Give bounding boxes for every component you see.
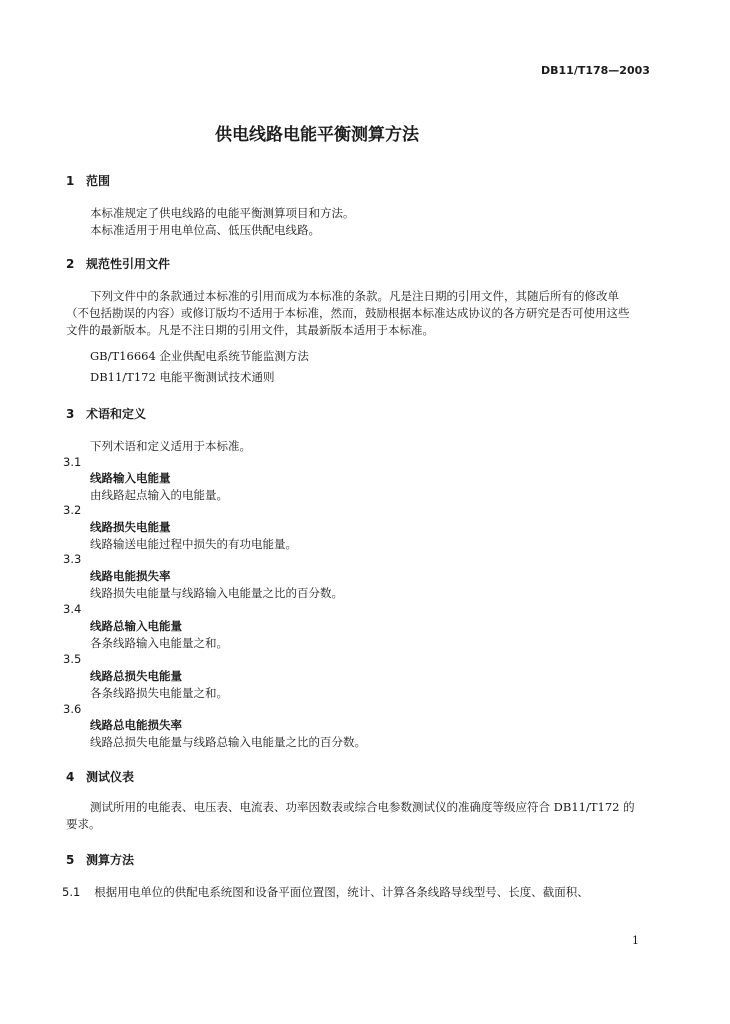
reference-item: DB11/T172 电能平衡测试技术通则 bbox=[90, 370, 275, 384]
paragraph: 测试所用的电能表、电压表、电流表、功率因数表或综合电参数测试仪的准确度等级应符合 DB11/T172 的要求。 bbox=[66, 800, 635, 831]
standard-code: DB11/T178—2003 bbox=[541, 64, 650, 77]
term-definition: 各条线路输入电能量之和。 bbox=[90, 636, 228, 650]
term-definition: 各条线路损失电能量之和。 bbox=[90, 686, 228, 700]
subsection-number: 5.1 bbox=[62, 885, 81, 899]
section-5-heading bbox=[66, 851, 134, 868]
term-number: 3.5 bbox=[63, 652, 82, 666]
term-definition: 由线路起点输入的电能量。 bbox=[90, 488, 228, 502]
section-title: 术语和定义 bbox=[86, 407, 147, 421]
term-number: 3.6 bbox=[63, 702, 82, 716]
section-number: 5 bbox=[66, 853, 75, 867]
section-title: 测算方法 bbox=[86, 853, 135, 867]
section-1-heading bbox=[66, 172, 110, 189]
term-name: 线路输入电能量 bbox=[90, 471, 171, 485]
subsection-5-1 bbox=[62, 884, 589, 900]
section-number: 3 bbox=[66, 407, 75, 421]
term-name: 线路总损失电能量 bbox=[90, 669, 182, 683]
term-definition: 线路损失电能量与线路输入电能量之比的百分数。 bbox=[90, 586, 343, 600]
term-definition: 线路总损失电能量与线路总输入电能量之比的百分数。 bbox=[90, 735, 366, 749]
section-title: 规范性引用文件 bbox=[86, 257, 171, 271]
paragraph: 本标准规定了供电线路的电能平衡测算项目和方法。 bbox=[90, 206, 355, 220]
section-2-heading bbox=[66, 255, 170, 272]
term-number: 3.2 bbox=[63, 503, 82, 517]
page-number: 1 bbox=[632, 934, 639, 947]
paragraph: 下列文件中的条款通过本标准的引用而成为本标准的条款。凡是注日期的引用文件，其随后所有的修改单（不包括勘误的内容）或修订版均不适用于本标准，然而，鼓励根据本标准达成协议的各方研究是否可使用这些文件的最新版本。凡是不注日期的引用文件，其最新版本适用于本标准。 bbox=[66, 289, 630, 337]
paragraph: 下列术语和定义适用于本标准。 bbox=[90, 439, 251, 453]
section-title: 范围 bbox=[86, 174, 111, 188]
term-name: 线路总电能损失率 bbox=[90, 718, 182, 732]
section-number: 4 bbox=[66, 770, 75, 784]
term-number: 3.4 bbox=[63, 602, 82, 616]
term-definition: 线路输送电能过程中损失的有功电能量。 bbox=[90, 537, 297, 551]
term-name: 线路电能损失率 bbox=[90, 569, 171, 583]
document-title: 供电线路电能平衡测算方法 bbox=[215, 125, 419, 145]
paragraph: 本标准适用于用电单位高、低压供配电线路。 bbox=[90, 223, 320, 237]
term-number: 3.1 bbox=[63, 455, 82, 469]
section-number: 1 bbox=[66, 174, 75, 188]
term-number: 3.3 bbox=[63, 552, 82, 566]
section-number: 2 bbox=[66, 257, 75, 271]
section-4-heading bbox=[66, 768, 134, 785]
term-name: 线路损失电能量 bbox=[90, 520, 171, 534]
subsection-text: 根据用电单位的供配电系统图和设备平面位置图，统计、计算各条线路导线型号、长度、截面积、 bbox=[94, 885, 589, 899]
section-3-heading bbox=[66, 405, 146, 422]
reference-item: GB/T16664 企业供配电系统节能监测方法 bbox=[90, 349, 309, 363]
section-title: 测试仪表 bbox=[86, 770, 135, 784]
term-name: 线路总输入电能量 bbox=[90, 619, 182, 633]
